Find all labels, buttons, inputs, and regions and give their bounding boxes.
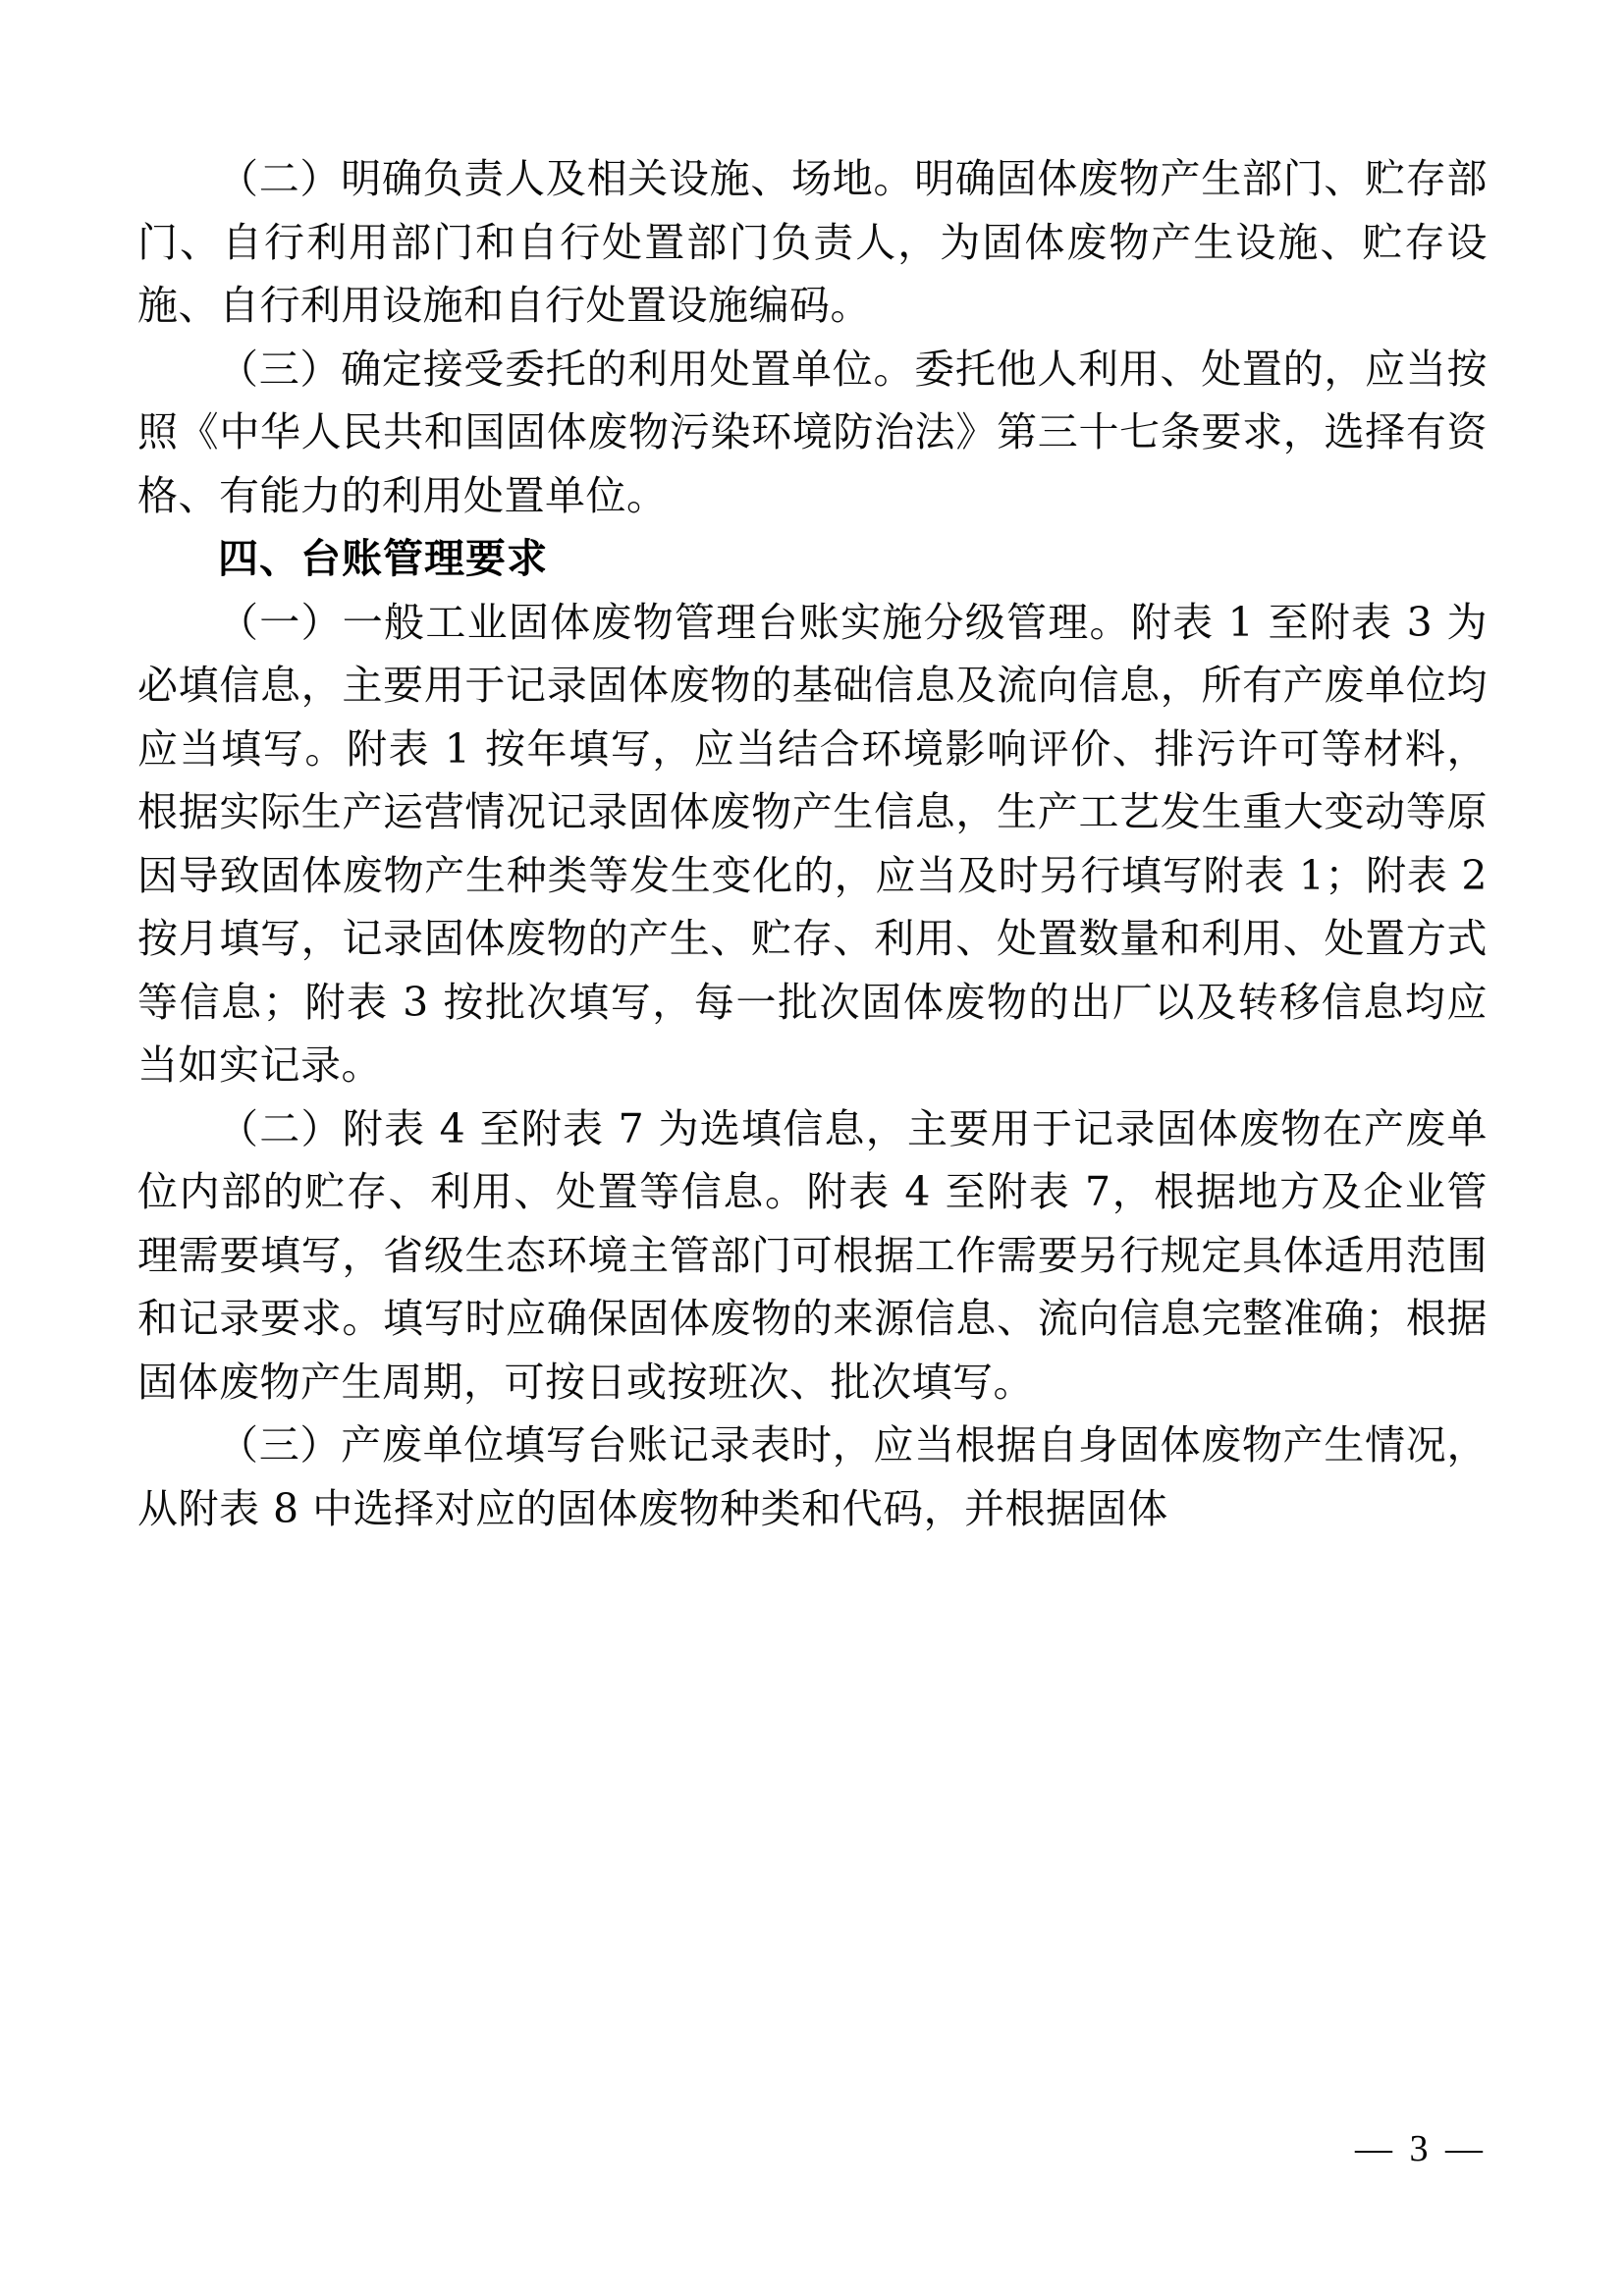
- page-content: [137, 147, 1488, 1540]
- paragraph-three: （三）确定接受委托的利用处置单位。委托他人利用、处置的，应当按照《中华人民共和国固体废物污染环境防治法》第三十七条要求，选择有资格、有能力的利用处置单位。: [137, 345, 1488, 519]
- paragraph-two: （二）明确负责人及相关设施、场地。明确固体废物产生部门、贮存部门、自行利用部门和自行处置部门负责人，为固体废物产生设施、贮存设施、自行利用设施和自行处置设施编码。: [137, 155, 1488, 329]
- page-number: — 3 —: [1355, 2128, 1487, 2169]
- section-heading-four: 四、台账管理要求: [218, 536, 548, 581]
- section-four-paragraph-two: （二）附表 4 至附表 7 为选填信息，主要用于记录固体废物在产废单位内部的贮存、利用、处置等信息。附表 4 至附表 7，根据地方及企业管理需要填写，省级生态环境主管部门可根据工作需要另行规定具体适用范围和记录要求。填写时应确保固体废物的来源信息、流向信息完整准确；根据固体废物产生周期，可按日或按班次、批次填写。: [137, 1104, 1488, 1406]
- section-four-paragraph-three: （三）产废单位填写台账记录表时，应当根据自身固体废物产生情况，从附表 8 中选择对应的固体废物种类和代码，并根据固体: [137, 1421, 1488, 1532]
- section-four-paragraph-one: （一）一般工业固体废物管理台账实施分级管理。附表 1 至附表 3 为必填信息，主要用于记录固体废物的基础信息及流向信息，所有产废单位均应当填写。附表 1 按年填写，应当结合环境影响评价、排污许可等材料，根据实际生产运营情况记录固体废物产生信息，生产工艺发生重大变动等原因导致固体废物产生种类等发生变化的，应当及时另行填写附表 1；附表 2 按月填写，记录固体废物的产生、贮存、利用、处置数量和利用、处置方式等信息；附表 3 按批次填写，每一批次固体废物的出厂以及转移信息均应当如实记录。: [137, 598, 1488, 1089]
